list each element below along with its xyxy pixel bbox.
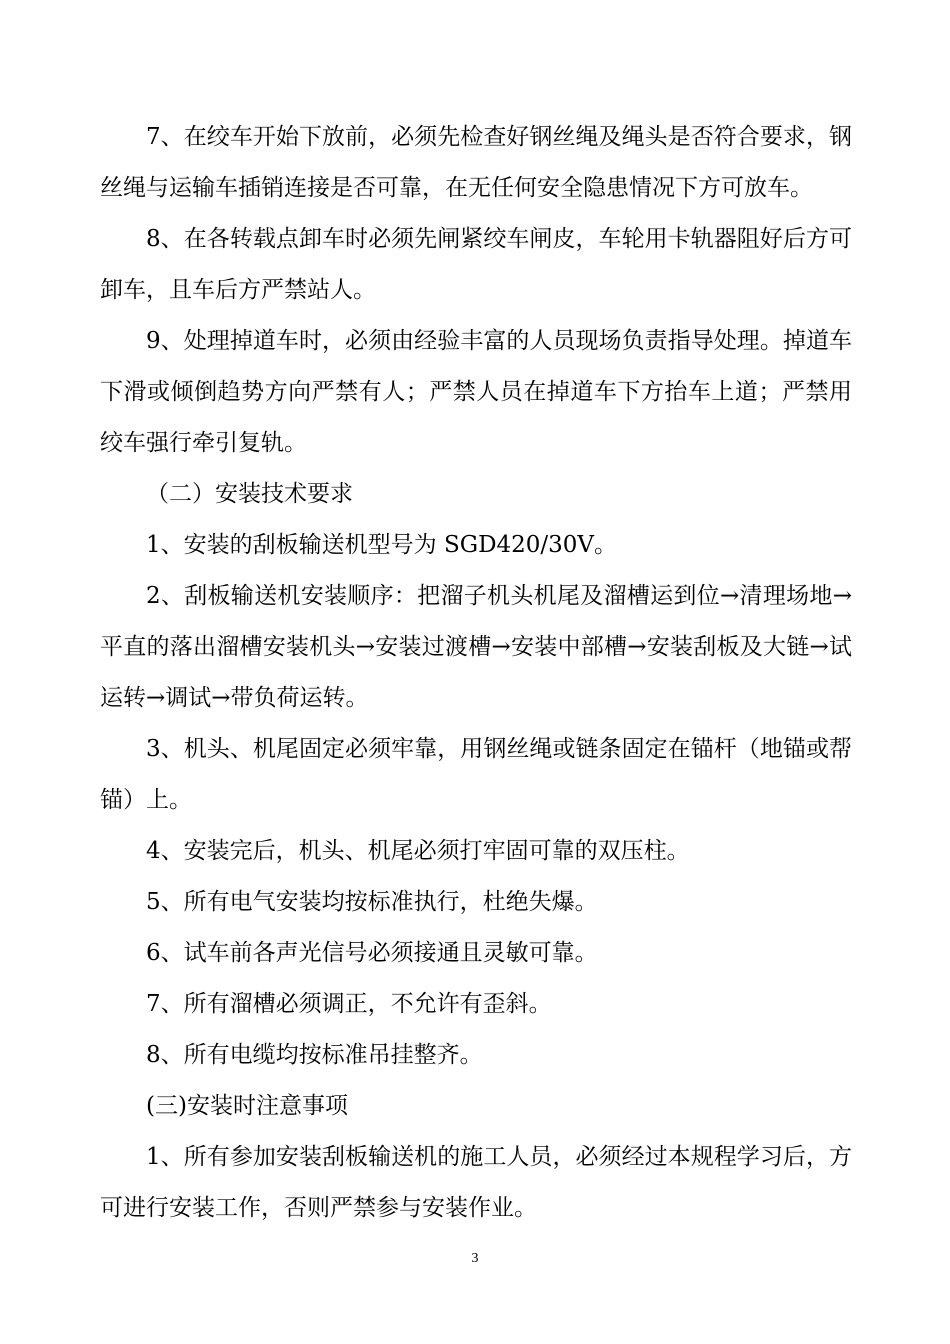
section2-item-4: 4、安装完后，机头、机尾必须打牢固可靠的双压柱。 (146, 838, 690, 864)
section2-item-5: 5、所有电气安装均按标准执行，杜绝失爆。 (146, 889, 598, 915)
section2-item-7: 7、所有溜槽必须调正，不允许有歪斜。 (146, 991, 552, 1017)
paragraph-item-9: 9、处理掉道车时，必须由经验丰富的人员现场负责指导处理。掉道车下滑或倾倒趋势方向严禁有人；严禁人员在掉道车下方抬车上道；严禁用绞车强行牵引复轨。 (100, 328, 852, 456)
section2-item-1: 1、安装的刮板输送机型号为 SGD420/30V。 (146, 532, 618, 558)
paragraph-item-8: 8、在各转载点卸车时必须先闸紧绞车闸皮，车轮用卡轨器阻好后方可卸车，且车后方严禁站人。 (100, 226, 852, 303)
section-heading-3: (三)安装时注意事项 (146, 1093, 348, 1119)
section2-item-8: 8、所有电缆均按标准吊挂整齐。 (146, 1042, 483, 1068)
section-heading-2: （二）安装技术要求 (146, 481, 353, 507)
paragraph-item-7: 7、在绞车开始下放前，必须先检查好钢丝绳及绳头是否符合要求，钢丝绳与运输车插销连接是否可靠，在无任何安全隐患情况下方可放车。 (100, 124, 852, 201)
section3-item-1: 1、所有参加安装刮板输送机的施工人员，必须经过本规程学习后，方可进行安装工作，否则严禁参与安装作业。 (100, 1144, 852, 1221)
section2-item-3: 3、机头、机尾固定必须牢靠，用钢丝绳或链条固定在锚杆（地锚或帮锚）上。 (100, 736, 852, 813)
section2-item-6: 6、试车前各声光信号必须接通且灵敏可靠。 (146, 940, 598, 966)
page-content (100, 112, 852, 1234)
page-number: 3 (471, 1251, 479, 1266)
section2-item-2: 2、刮板输送机安装顺序：把溜子机头机尾及溜槽运到位→清理场地→平直的落出溜槽安装机头→安装过渡槽→安装中部槽→安装刮板及大链→试运转→调试→带负荷运转。 (100, 583, 852, 711)
